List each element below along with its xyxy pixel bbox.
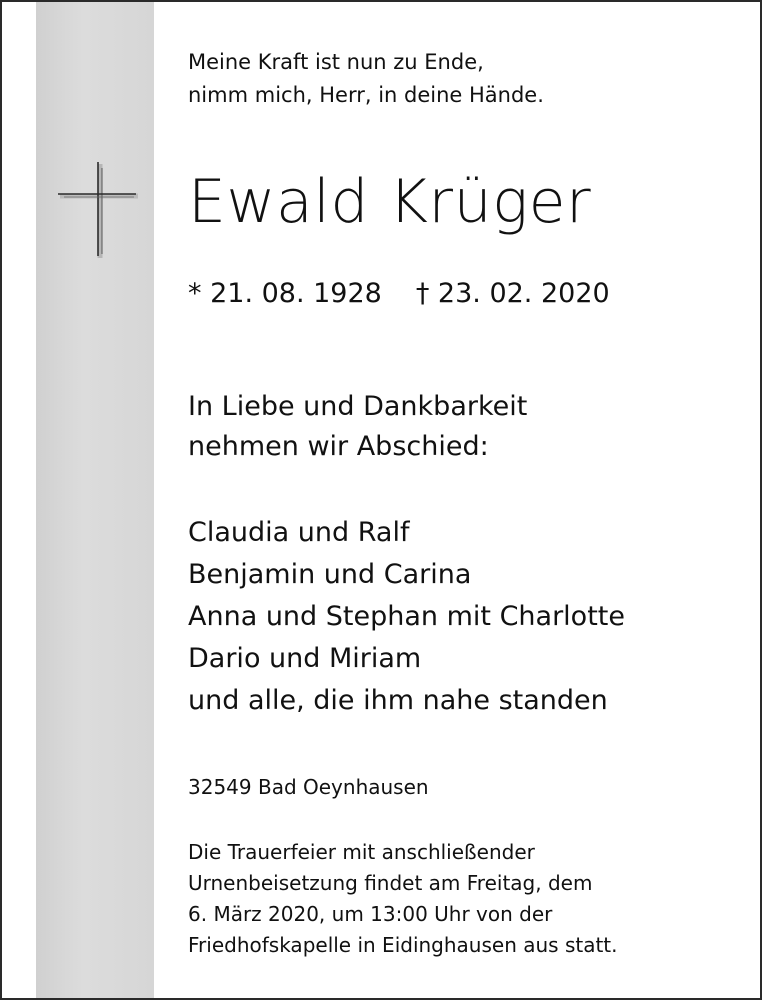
funeral-line: 6. März 2020, um 13:00 Uhr von der <box>188 902 553 926</box>
mourner-item: Anna und Stephan mit Charlotte <box>188 601 625 632</box>
mourners-list <box>188 512 625 722</box>
mourner-item: Benjamin und Carina <box>188 559 472 590</box>
mourner-item: und alle, die ihm nahe standen <box>188 685 608 716</box>
farewell-text <box>188 387 527 467</box>
location: 32549 Bad Oeynhausen <box>188 775 429 799</box>
funeral-details <box>188 837 618 961</box>
funeral-line: Urnenbeisetzung findet am Freitag, dem <box>188 871 593 895</box>
funeral-line: Die Trauerfeier mit anschließender <box>188 840 535 864</box>
verse-line: Meine Kraft ist nun zu Ende, <box>188 50 484 74</box>
death-date: † 23. 02. 2020 <box>415 278 610 309</box>
verse <box>188 46 544 112</box>
mourner-item: Dario und Miriam <box>188 643 422 674</box>
deceased-name: Ewald Krüger <box>188 167 592 237</box>
funeral-line: Friedhofskapelle in Eidinghausen aus statt. <box>188 933 618 957</box>
verse-line: nimm mich, Herr, in deine Hände. <box>188 83 544 107</box>
side-band <box>36 2 154 998</box>
birth-date: * 21. 08. 1928 <box>188 278 382 309</box>
cross-icon <box>58 162 140 262</box>
mourner-item: Claudia und Ralf <box>188 517 410 548</box>
farewell-line: nehmen wir Abschied: <box>188 431 489 462</box>
farewell-line: In Liebe und Dankbarkeit <box>188 391 528 422</box>
life-dates <box>188 274 610 314</box>
